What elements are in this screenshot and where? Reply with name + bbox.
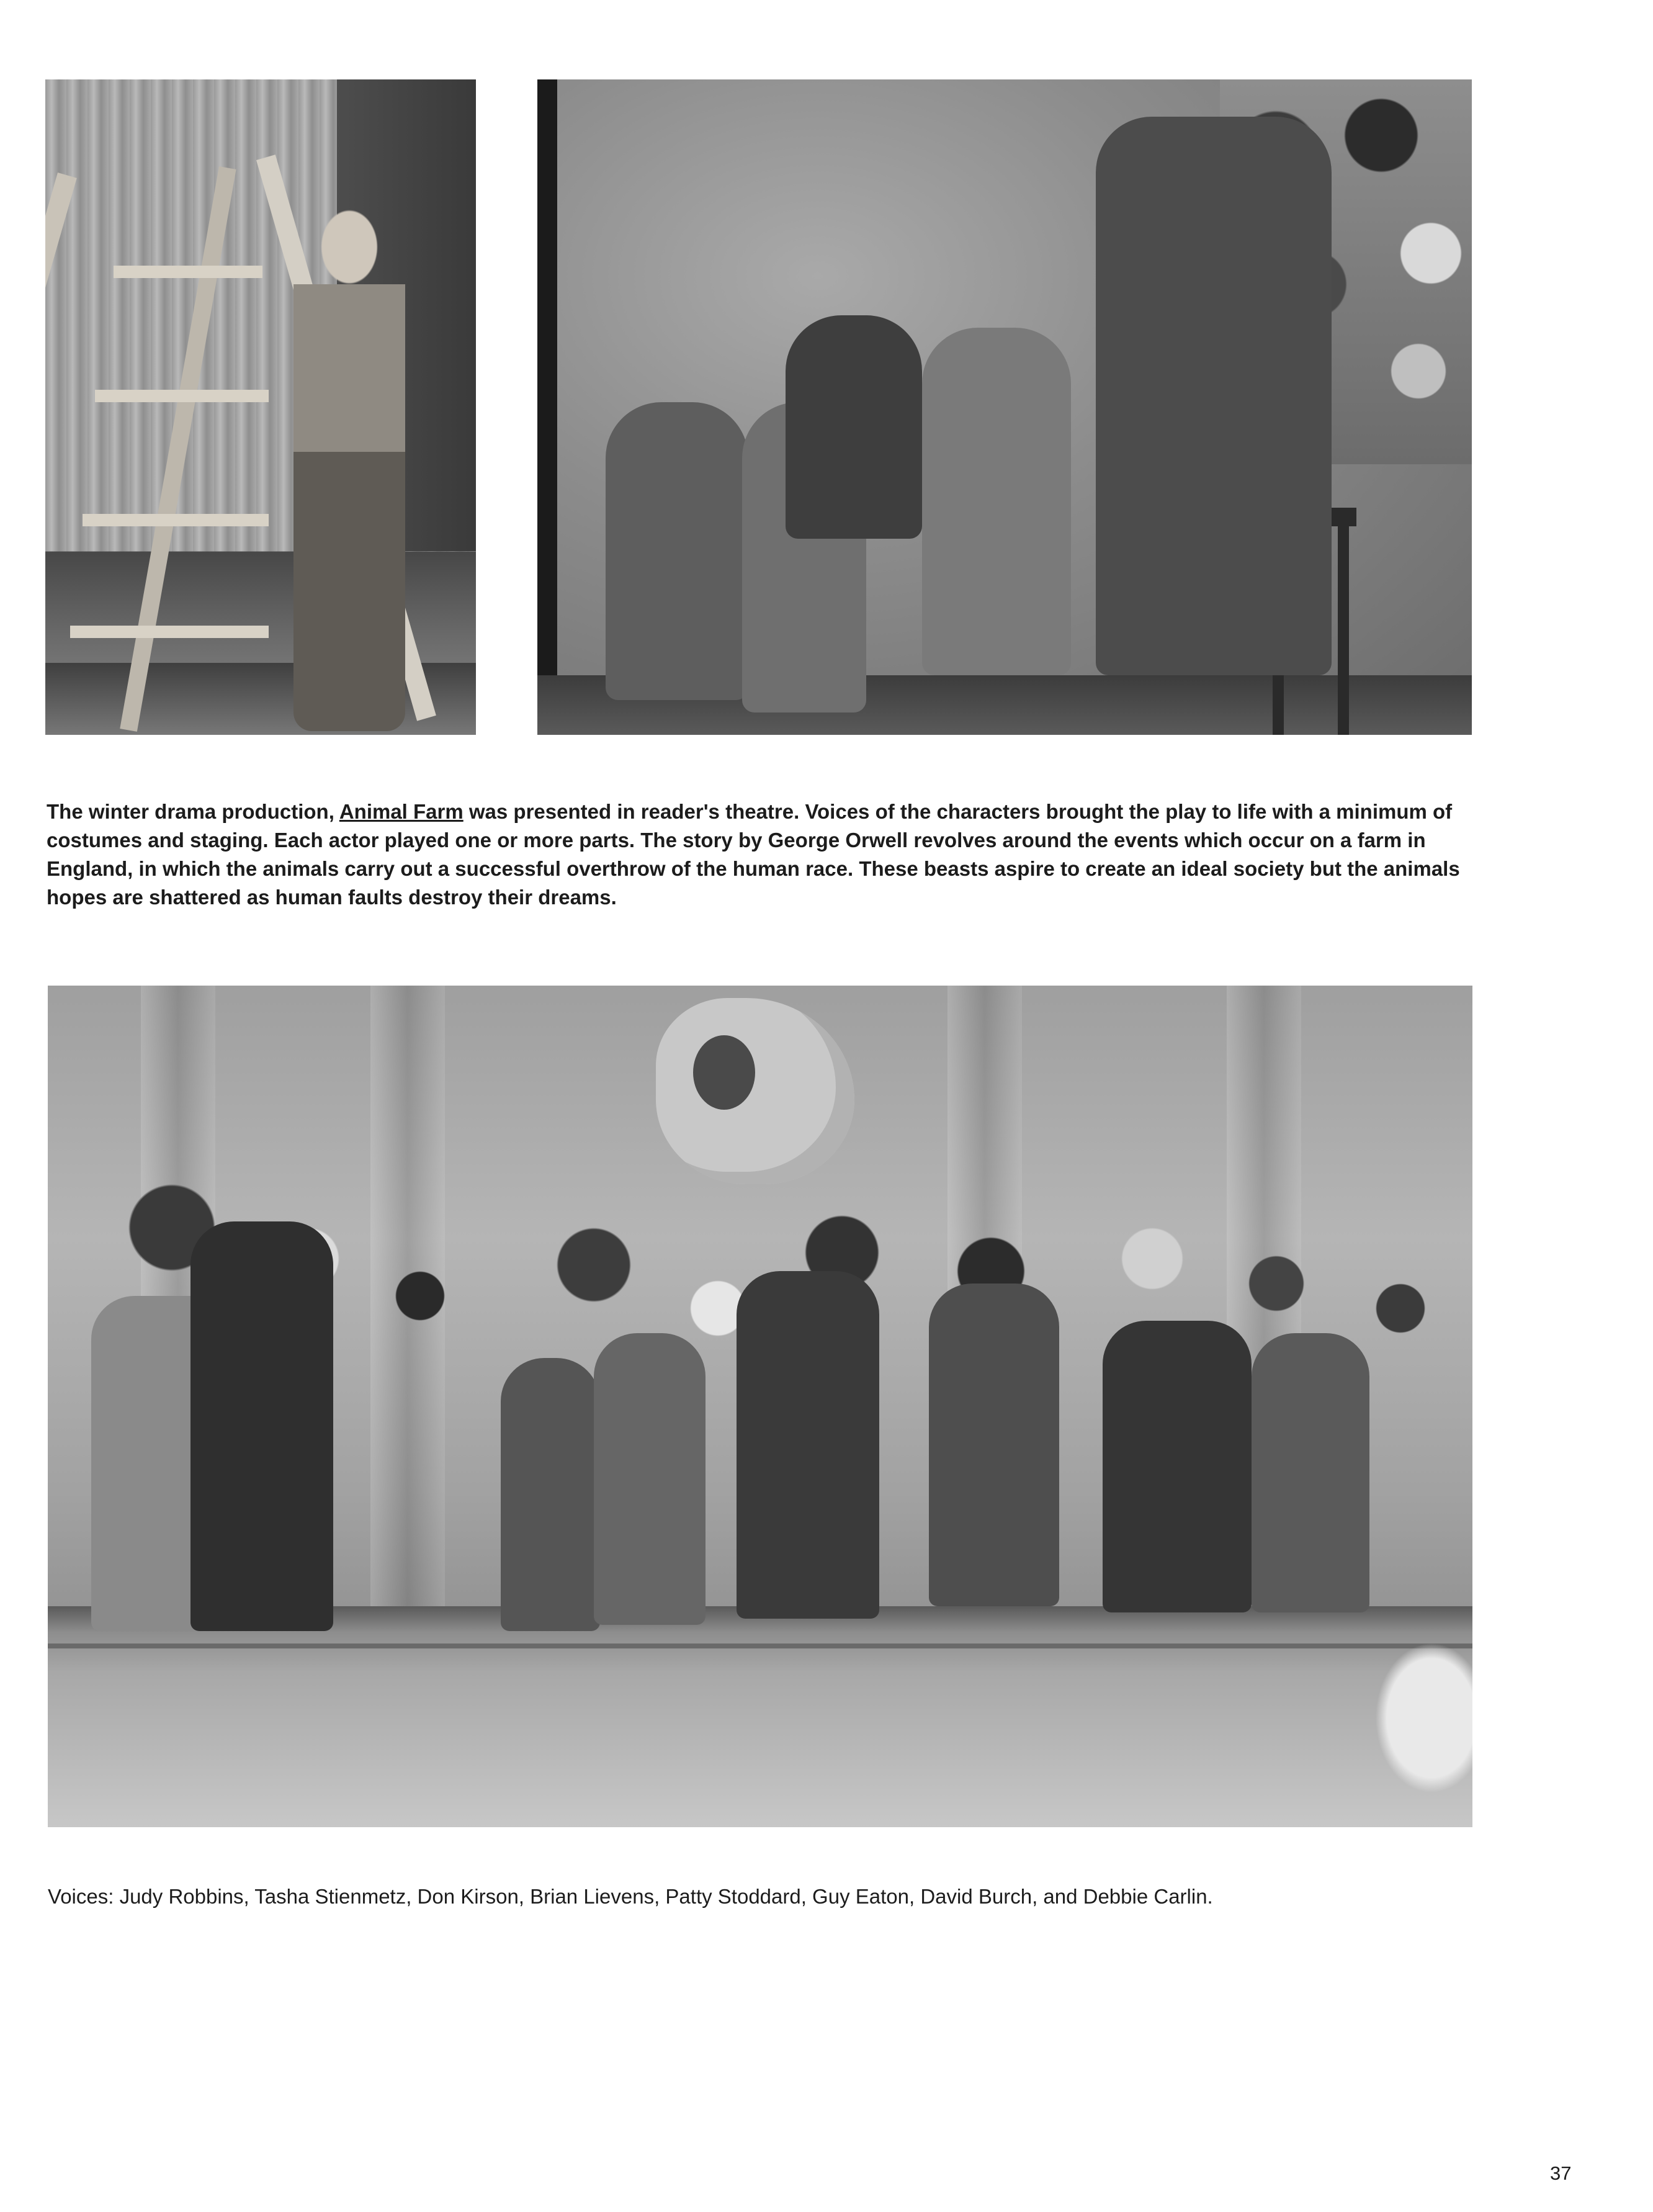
ladder-rail xyxy=(45,173,77,735)
actor-figure xyxy=(606,402,748,700)
ladder-rung xyxy=(114,266,262,278)
actor-figure xyxy=(293,191,405,731)
actor-figure xyxy=(1096,117,1332,675)
actor-figure xyxy=(929,1284,1059,1606)
pig-eye xyxy=(693,1035,755,1110)
ladder-rung xyxy=(70,626,269,638)
actor-figure xyxy=(1103,1321,1252,1612)
voices-credits: Voices: Judy Robbins, Tasha Stienmetz, Don Kirson, Brian Lievens, Patty Stoddard, Guy Eaton, David Burch, and Debbie Carlin. xyxy=(48,1885,1213,1908)
actor-figure xyxy=(501,1358,600,1631)
play-title: Animal Farm xyxy=(339,800,464,823)
caption-paragraph xyxy=(47,798,1474,912)
actor-figure xyxy=(190,1221,333,1631)
audience-member xyxy=(1363,1643,1472,1827)
ladder-rung xyxy=(95,390,269,402)
caption-text: was presented in reader's theatre. Voices of the characters brought the play to life with a minimum of costumes and staging. Each actor played one or more parts. The story by George Orwell revolves around the events which occur on a farm in England, in which the animals carry out a successful overthrow of the human race. These beasts aspire to create an ideal society but the animals hopes are shattered as human faults destroy their dreams. xyxy=(47,800,1460,909)
page-number: 37 xyxy=(1550,2162,1572,2184)
ladder-rung xyxy=(83,514,269,526)
stage-edge xyxy=(48,1643,1472,1648)
ladder-rail xyxy=(120,166,236,732)
photo-girl-by-ladder xyxy=(45,79,476,735)
actor-figure xyxy=(594,1333,706,1625)
actor-figure xyxy=(737,1271,879,1619)
actor-figure xyxy=(786,315,922,539)
caption-text: The winter drama production, xyxy=(47,800,339,823)
stage-curtain xyxy=(537,79,557,735)
photo-stage-cast xyxy=(48,986,1472,1827)
stool-leg xyxy=(1338,526,1349,735)
photo-actors-on-stools xyxy=(537,79,1472,735)
actor-figure xyxy=(922,328,1071,675)
stage-floor xyxy=(48,1606,1472,1827)
actor-figure xyxy=(1252,1333,1369,1612)
